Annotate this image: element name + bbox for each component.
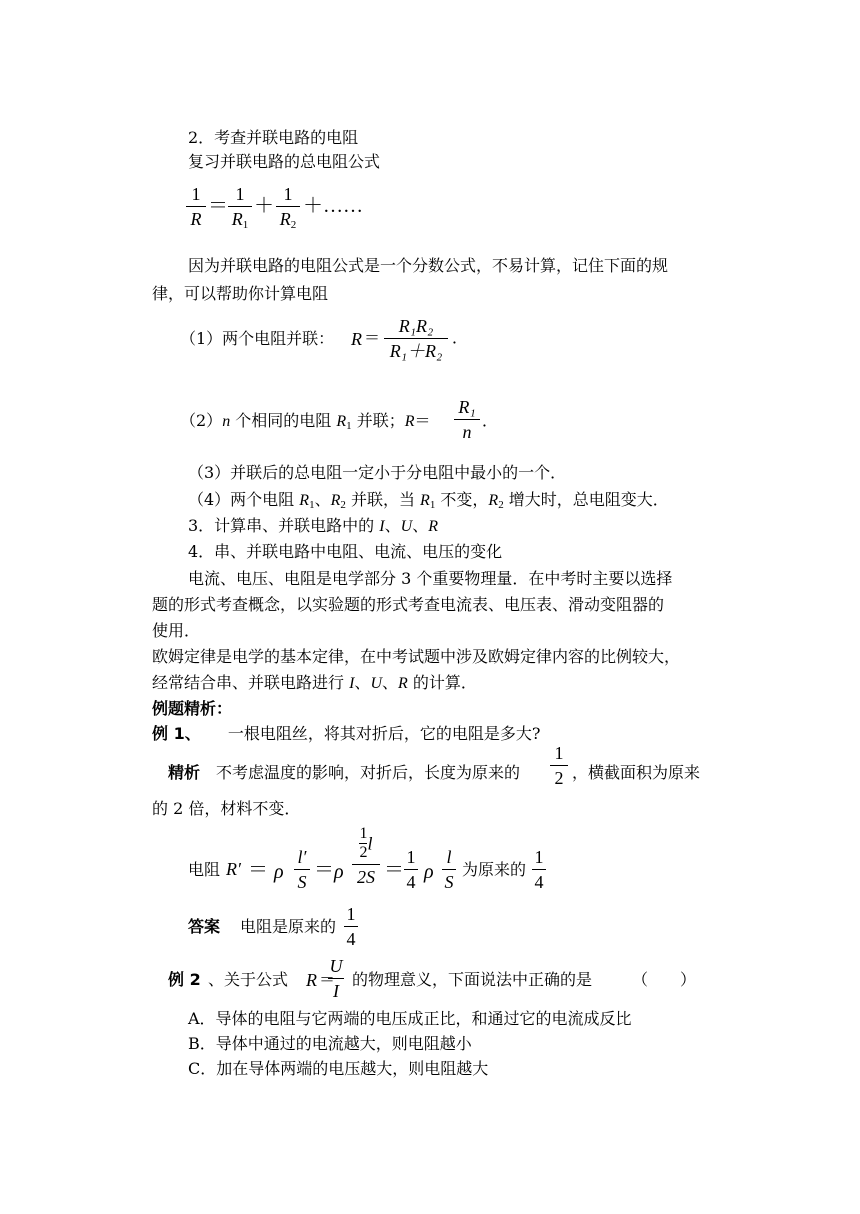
section-heading-4: 4．串、并联电路中电阻、电流、电压的变化: [188, 542, 503, 561]
section-heading-2: 2．考查并联电路的电阻: [188, 128, 359, 147]
rule-4: （4）两个电阻 $R_1$、$R_2$ 并联，当 $R_1$ 不变，$R_2$ 增大时，总电阻变大．: [188, 490, 669, 511]
option-b: B．导体中通过的电流越大，则电阻越小: [188, 1034, 472, 1053]
option-a: A．导体的电阻与它两端的电压成正比，和通过它的电流成反比: [188, 1009, 632, 1028]
rule-3: （3）并联后的总电阻一定小于分电阻中最小的一个．: [188, 463, 567, 482]
example-1: 例 1、 一根电阻丝，将其对折后，它的电阻是多大?: [152, 724, 541, 743]
paragraph-1-line-1: 因为并联电路的电阻公式是一个分数公式，不易计算，记住下面的规: [188, 256, 669, 275]
examples-heading: 例题精析：: [152, 699, 233, 718]
section-heading-3: 3．计算串、并联电路中的 I、U、R: [188, 516, 438, 535]
paragraph-2-line-2: 题的形式考查概念，以实验题的形式考查电流表、电压表、滑动变阻器的: [152, 595, 665, 614]
paragraph-3-line-1: 欧姆定律是电学的基本定律，在中考试题中涉及欧姆定律内容的比例较大，: [152, 647, 681, 666]
paragraph-1-line-2: 律，可以帮助你计算电阻: [152, 284, 329, 303]
option-c: C．加在导体两端的电压越大，则电阻越大: [188, 1059, 489, 1078]
review-line: 复习并联电路的总电阻公式: [188, 152, 381, 171]
paragraph-3-line-2: 经常结合串、并联电路进行 I、U、R 的计算．: [152, 673, 477, 692]
paragraph-2-line-3: 使用．: [152, 621, 201, 640]
paragraph-2-line-1: 电流、电压、电阻是电学部分 3 个重要物理量．在中考时主要以选择: [188, 569, 673, 588]
